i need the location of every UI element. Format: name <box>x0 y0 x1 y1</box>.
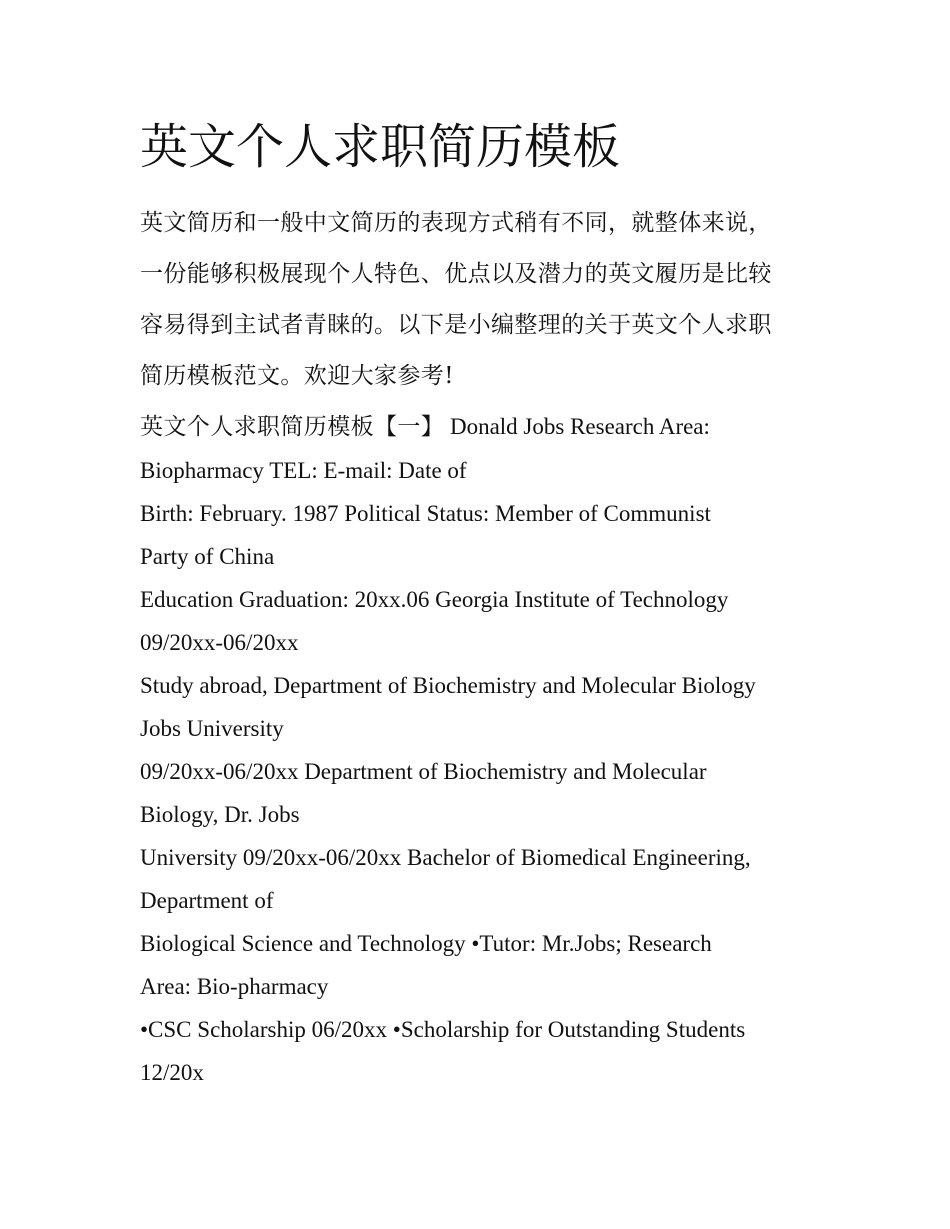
intro-line: 简历模板范文。欢迎大家参考! <box>140 363 454 389</box>
resume-heading: 英文个人求职简历模板【一】 <box>140 414 445 440</box>
resume-line: Jobs University <box>140 716 284 741</box>
intro-paragraph <box>140 198 815 402</box>
intro-line: 英文简历和一般中文简历的表现方式稍有不同，就整体来说， <box>140 210 772 236</box>
intro-line: 一份能够积极展现个人特色、优点以及潜力的英文履历是比较 <box>140 261 772 287</box>
resume-line <box>140 405 820 449</box>
resume-line: 09/20xx-06/20xx <box>140 630 299 655</box>
resume-line: •CSC Scholarship 06/20xx •Scholarship for Outstanding Students <box>140 1017 746 1042</box>
resume-line: University 09/20xx-06/20xx Bachelor of Biomedical Engineering, <box>140 845 751 870</box>
resume-body <box>140 405 820 1094</box>
resume-line-text: Donald Jobs Research Area: <box>444 414 710 439</box>
resume-line: Biology, Dr. Jobs <box>140 802 300 827</box>
resume-line: Birth: February. 1987 Political Status: Member of Communist <box>140 501 711 526</box>
resume-line: Party of China <box>140 544 275 569</box>
intro-line: 容易得到主试者青睐的。以下是小编整理的关于英文个人求职 <box>140 312 772 338</box>
resume-line: Area: Bio-pharmacy <box>140 974 329 999</box>
resume-line: 12/20x <box>140 1060 204 1085</box>
resume-line: Education Graduation: 20xx.06 Georgia Institute of Technology <box>140 587 729 612</box>
resume-line: Biopharmacy TEL: E-mail: Date of <box>140 458 467 483</box>
resume-line: Biological Science and Technology •Tutor: Mr.Jobs; Research <box>140 931 712 956</box>
document-title: 英文个人求职简历模板 <box>140 119 621 175</box>
resume-line: Department of <box>140 888 274 913</box>
resume-line: Study abroad, Department of Biochemistry and Molecular Biology <box>140 673 756 698</box>
resume-line: 09/20xx-06/20xx Department of Biochemistry and Molecular <box>140 759 707 784</box>
